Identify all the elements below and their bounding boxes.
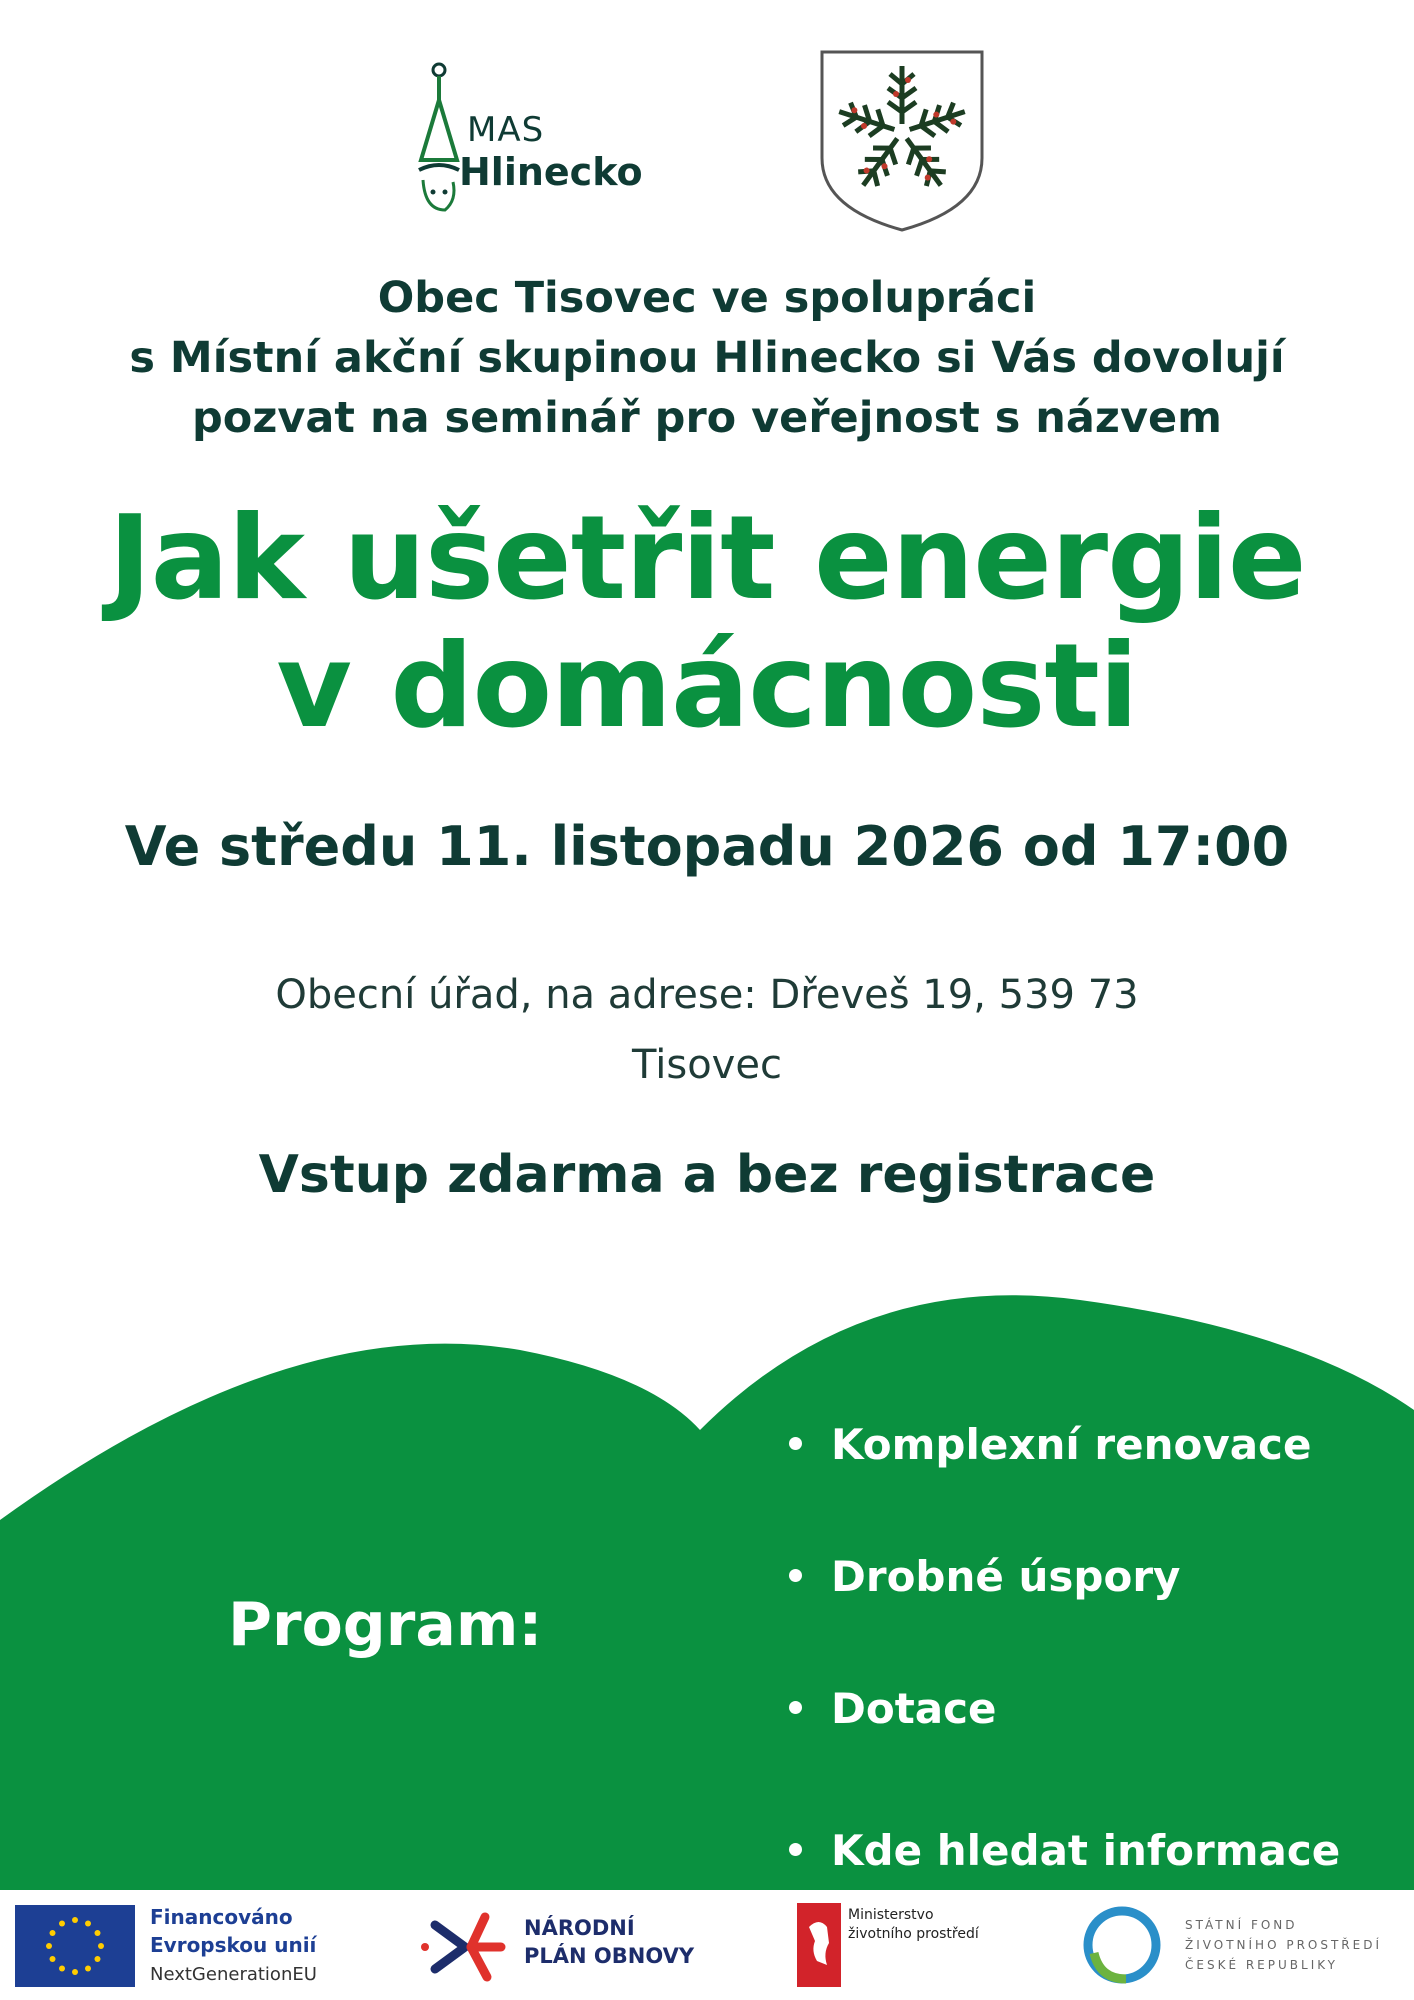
program-label: Program: bbox=[228, 1590, 543, 1660]
eu-funding-line-1: Financováno bbox=[150, 1905, 293, 1929]
mas-hlinecko-logo bbox=[405, 60, 665, 220]
mas-figure-icon bbox=[405, 60, 475, 220]
mas-logo-line2: Hlinecko bbox=[459, 150, 643, 194]
eu-flag-icon bbox=[15, 1905, 135, 1987]
entry-info: Vstup zdarma a bez registrace bbox=[258, 1145, 1156, 1205]
narodni-plan-obnovy-icon bbox=[415, 1905, 515, 1989]
npo-line-1: NÁRODNÍ bbox=[524, 1916, 635, 1940]
ministry-line-1: Ministerstvo bbox=[848, 1907, 934, 1923]
venue-line-2: Tisovec bbox=[632, 1042, 782, 1088]
program-item: Kde hledat informace bbox=[785, 1826, 1340, 1870]
program-list bbox=[785, 1420, 1341, 1875]
event-venue bbox=[0, 960, 1414, 1100]
npo-line-2: PLÁN OBNOVY bbox=[524, 1944, 695, 1968]
program-item: Drobné úspory bbox=[785, 1552, 1340, 1596]
invitation-line-3: pozvat na seminář pro veřejnost s názvem bbox=[192, 393, 1222, 443]
sfzp-line-2: ŽIVOTNÍHO PROSTŘEDÍ bbox=[1185, 1938, 1382, 1952]
sfzp-line-3: ČESKÉ REPUBLIKY bbox=[1185, 1958, 1339, 1972]
eu-funding-line-2: Evropskou unií bbox=[150, 1933, 317, 1957]
invitation-line-2: s Místní akční skupinou Hlinecko si Vás dovolují bbox=[129, 333, 1285, 383]
seminar-title bbox=[0, 491, 1414, 754]
program-item: Dotace bbox=[785, 1684, 1340, 1728]
seminar-title-line-1: Jak ušetřit energie bbox=[108, 491, 1306, 626]
ministry-line-2: životního prostředí bbox=[848, 1926, 979, 1942]
invitation-line-1: Obec Tisovec ve spolupráci bbox=[377, 273, 1037, 323]
invitation-text bbox=[0, 268, 1414, 448]
sfzp-line-1: STÁTNÍ FOND bbox=[1185, 1918, 1298, 1932]
eu-funding-line-3: NextGenerationEU bbox=[150, 1964, 317, 1985]
fir-branches-coat-of-arms-icon bbox=[818, 48, 986, 234]
mas-logo-line1: MAS bbox=[467, 110, 545, 150]
venue-line-1: Obecní úřad, na adrese: Dřeveš 19, 539 73 bbox=[275, 972, 1139, 1018]
program-item: Komplexní renovace bbox=[785, 1420, 1340, 1464]
ministry-lion-icon bbox=[797, 1903, 841, 1987]
sfzp-circle-icon bbox=[1080, 1903, 1164, 1987]
event-date: Ve středu 11. listopadu 2026 od 17:00 bbox=[124, 815, 1290, 878]
seminar-title-line-2: v domácnosti bbox=[276, 619, 1138, 754]
